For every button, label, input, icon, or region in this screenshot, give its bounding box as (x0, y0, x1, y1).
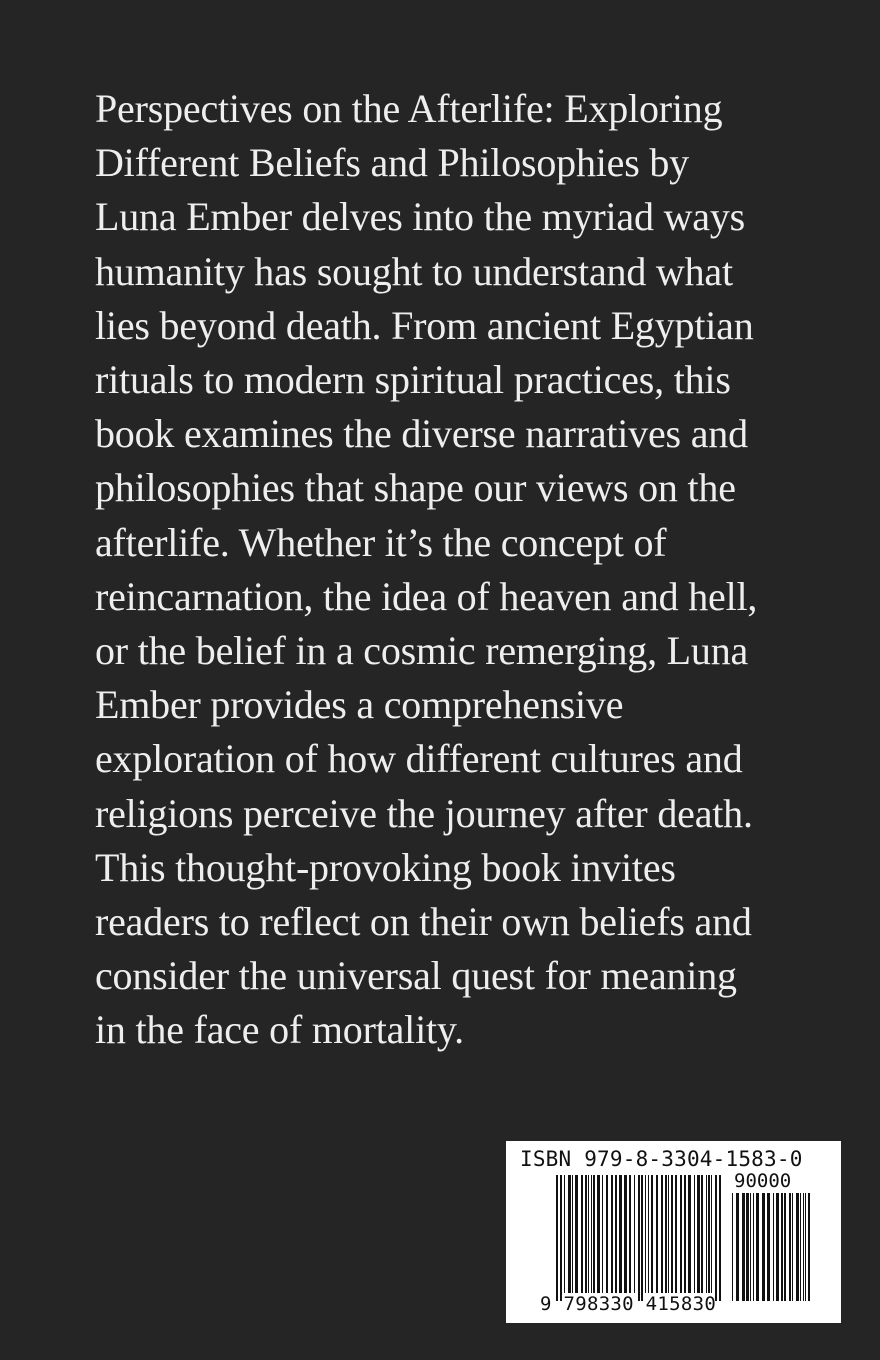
barcode-bar (668, 1175, 669, 1293)
price-code: 90000 (734, 1170, 792, 1192)
barcode-bar (564, 1175, 565, 1293)
barcode-guard-bar (719, 1175, 721, 1301)
addon-barcode-bar (736, 1193, 739, 1301)
addon-barcode-bar (803, 1193, 804, 1301)
addon-barcode-bar (808, 1193, 810, 1301)
addon-barcode-bar (789, 1193, 791, 1301)
blurb-line: in the face of mortality. (95, 1007, 464, 1053)
barcode-bar (591, 1175, 592, 1293)
barcode-bar (634, 1175, 635, 1293)
barcode-bar (568, 1175, 571, 1293)
barcode-bar (645, 1175, 646, 1293)
barcode-guard-bar (641, 1175, 643, 1301)
barcode-bar (688, 1175, 691, 1293)
barcode-bar (651, 1175, 653, 1293)
blurb-line: rituals to modern spiritual practices, this (95, 357, 731, 403)
barcode-bar (694, 1175, 695, 1293)
addon-barcode-bar (767, 1193, 770, 1301)
barcode-bar (588, 1175, 589, 1293)
ean-digits: 9 798330 415830 (540, 1293, 717, 1315)
addon-barcode-bar (792, 1193, 793, 1301)
addon-barcode-bar (781, 1193, 783, 1301)
barcode-bar (671, 1175, 673, 1293)
barcode-bar (684, 1175, 686, 1293)
addon-barcode-bar (800, 1193, 801, 1301)
barcode-bar (665, 1175, 667, 1293)
barcode-bar (624, 1175, 627, 1293)
barcode-bar (661, 1175, 663, 1293)
blurb-line: book examines the diverse narratives and (95, 411, 748, 457)
barcode-bar (585, 1175, 587, 1293)
blurb-line: humanity has sought to understand what (95, 248, 733, 294)
barcode-guard-bar (560, 1175, 562, 1301)
blurb-line: Ember provides a comprehensive (95, 682, 624, 728)
barcode-bar (711, 1175, 712, 1293)
blurb-line: consider the universal quest for meaning (95, 953, 737, 999)
addon-barcode-bar (805, 1193, 806, 1301)
blurb-line: This thought-provoking book invites (95, 844, 676, 890)
isbn-label: ISBN 979-8-3304-1583-0 (520, 1147, 803, 1171)
isbn-barcode (506, 1141, 841, 1323)
barcode-bar (593, 1175, 595, 1293)
barcode-bar (602, 1175, 603, 1293)
barcode-bar (629, 1175, 631, 1293)
barcode-bar (615, 1175, 617, 1293)
barcode-bar (572, 1175, 573, 1293)
addon-barcode-bar (750, 1193, 751, 1301)
blurb-line: Different Beliefs and Philosophies by (95, 140, 689, 186)
addon-barcode-bar (773, 1193, 774, 1301)
barcode-bar (701, 1175, 703, 1293)
blurb-line: Luna Ember delves into the myriad ways (95, 194, 745, 240)
barcode-bar (697, 1175, 700, 1293)
addon-barcode-bar (746, 1193, 749, 1301)
blurb-line: afterlife. Whether it’s the concept of (95, 519, 667, 565)
blurb-line: lies beyond death. From ancient Egyptian (95, 302, 754, 348)
barcode-guard-bar (638, 1175, 640, 1301)
barcode-bar (581, 1175, 583, 1293)
addon-barcode-bar (762, 1193, 765, 1301)
barcode-bar (619, 1175, 622, 1293)
barcode-bar (675, 1175, 677, 1293)
barcode-bar (706, 1175, 707, 1293)
addon-barcode-bar (784, 1193, 786, 1301)
blurb-line: religions perceive the journey after death. (95, 790, 753, 836)
barcode-bar (656, 1175, 658, 1293)
addon-barcode-bar (756, 1193, 759, 1301)
barcode-guard-bar (715, 1175, 717, 1301)
book-blurb (95, 82, 795, 1058)
blurb-line: or the belief in a cosmic remerging, Luna (95, 628, 749, 674)
barcode-bar (597, 1175, 600, 1293)
addon-barcode-bar (742, 1193, 745, 1301)
blurb-line: readers to reflect on their own beliefs and (95, 899, 752, 945)
addon-barcode-bar (796, 1193, 799, 1301)
blurb-line: Perspectives on the Afterlife: Exploring (95, 86, 723, 131)
barcode-bar (708, 1175, 710, 1293)
barcode-bar (611, 1175, 613, 1293)
barcode-bar (606, 1175, 608, 1293)
barcode-guard-bar (556, 1175, 558, 1301)
blurb-line: reincarnation, the idea of heaven and hell, (95, 573, 758, 619)
addon-barcode-bar (753, 1193, 754, 1301)
blurb-line: exploration of how different cultures and (95, 736, 743, 782)
barcode-bar (680, 1175, 682, 1293)
barcode-bar (575, 1175, 578, 1293)
barcode-bar (648, 1175, 649, 1293)
addon-barcode-bar (732, 1193, 733, 1301)
addon-barcode-bar (776, 1193, 779, 1301)
blurb-line: philosophies that shape our views on the (95, 465, 736, 511)
